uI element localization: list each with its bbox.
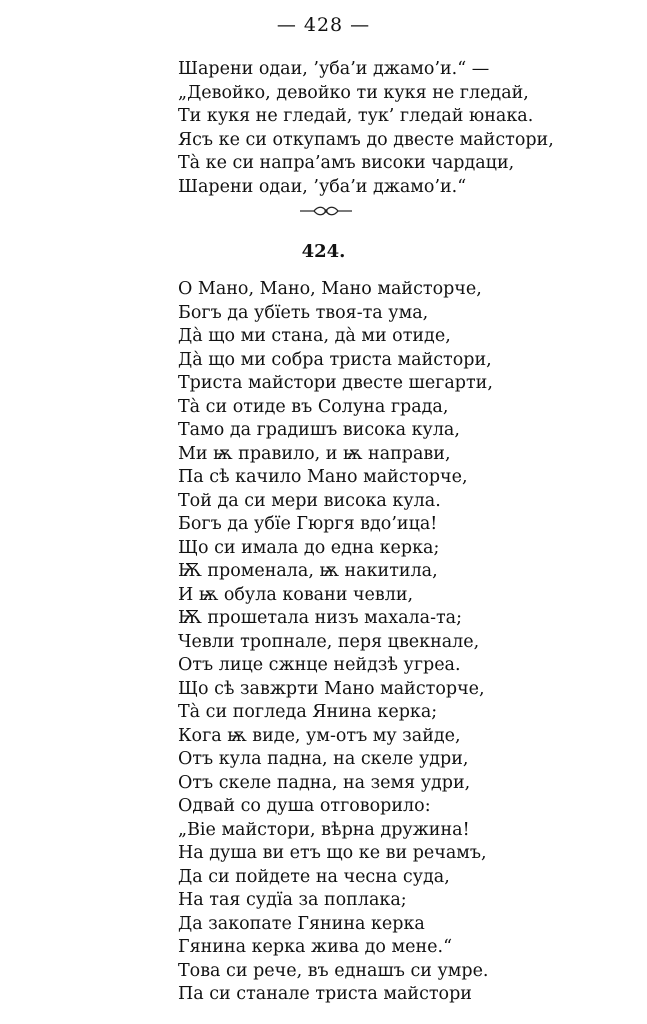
- song-text: [178, 278, 493, 1007]
- verse-line: На душа ви етъ що ке ви речамъ,: [178, 843, 487, 863]
- verse-line: Триста майстори двесте шегарти,: [178, 373, 493, 393]
- verse-line: Отъ скеле падна, на земя удри,: [178, 772, 471, 793]
- verse-line: Ми ѭ правило, и ѭ направи,: [178, 443, 451, 464]
- verse-line: О Мано, Мано, Мано майсторче,: [178, 279, 482, 299]
- verse-line: Дà що ми собра триста майстори,: [178, 349, 492, 370]
- verse-line: Чевли тропнале, перя цвекнале,: [178, 631, 480, 652]
- verse-line: Гянина керка жива до мене.“: [178, 937, 453, 957]
- verse-line: „Девойко, девойко ти кукя не гледай,: [178, 82, 529, 103]
- verse-line: Шарени одаи, ’уба’и джамо’и.“ —: [178, 59, 490, 79]
- verse-line: Богъ да убїе Гюргя вдо’ица!: [178, 514, 438, 534]
- verse-line: Ѭ прошетала низъ махала-та;: [178, 608, 462, 628]
- previous-song-ending: [178, 58, 554, 200]
- verse-line: Тà си погледа Янина керка;: [178, 702, 438, 722]
- page-number-header: — 428 —: [276, 14, 371, 36]
- verse-line: Кога ѭ виде, ум-отъ му зайде,: [178, 725, 461, 746]
- verse-line: Па сѣ качило Мано майсторче,: [178, 467, 468, 487]
- verse-line: Що сѣ завжрти Мано майсторче,: [178, 678, 485, 699]
- verse-line: „Віе майстори, вѣрна дружина!: [178, 819, 470, 840]
- song-number: 424.: [301, 241, 346, 262]
- verse-line: Да закопате Гянина керка: [178, 913, 425, 934]
- verse-line: Що си имала до една керка;: [178, 537, 440, 558]
- verse-line: Това си рече, въ еднашъ си умре.: [178, 960, 489, 981]
- verse-line: Богъ да убїеть твоя-та ума,: [178, 302, 429, 323]
- verse-line: Па си станале триста майстори: [178, 984, 472, 1004]
- verse-line: Той да си мери висока кула.: [178, 490, 441, 511]
- verse-line: На тая судїа за поплака;: [178, 890, 407, 910]
- verse-line: Отъ лице сжнце нейдзѣ угреа.: [178, 655, 461, 675]
- verse-line: Да си пойдете на чесна суда,: [178, 866, 450, 887]
- verse-line: Отъ кула падна, на скеле удри,: [178, 749, 469, 769]
- verse-line: Тà ке си напра’амъ високи чардаци,: [178, 153, 515, 174]
- verse-line: И ѭ обула ковани чевли,: [178, 584, 414, 605]
- verse-line: Ти кукя не гледай, тук’ гледай юнака.: [178, 106, 534, 127]
- verse-line: Дà що ми стана, дà ми отиде,: [178, 326, 451, 346]
- ornamental-divider: [298, 205, 354, 217]
- verse-line: Одвай со душа отговорило:: [178, 796, 431, 816]
- verse-line: Тà си отиде въ Солуна града,: [178, 396, 449, 417]
- verse-line: Ѭ променала, ѭ накитила,: [178, 561, 438, 581]
- verse-line: Шарени одаи, ’уба’и джамо’и.“: [178, 176, 467, 197]
- verse-line: Тамо да градишъ висока кула,: [178, 420, 460, 440]
- verse-line: Ясъ ке си откупамъ до двесте майстори,: [178, 129, 554, 150]
